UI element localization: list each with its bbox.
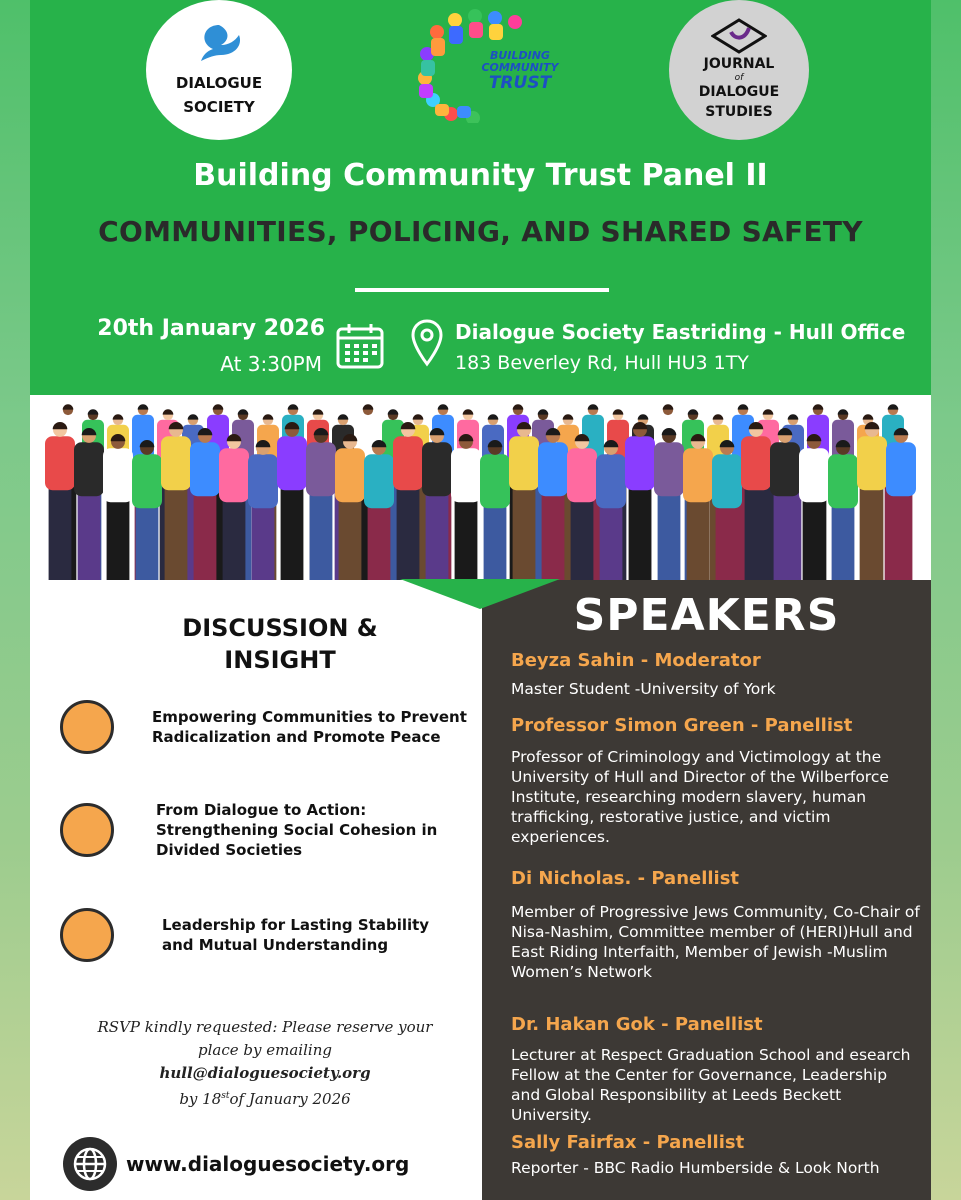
journal-logo-line2: DIALOGUE (698, 84, 780, 100)
speaker-description: Reporter - BBC Radio Humberside & Look North (511, 1159, 880, 1177)
crowd-person-front (741, 422, 771, 585)
journal-logo-of: of (734, 73, 744, 83)
event-title: Building Community Trust Panel II (193, 158, 768, 193)
rsvp-deadline (70, 1085, 460, 1111)
event-date: 20th January 2026 (97, 316, 325, 341)
speaker-name: Sally Fairfax - Panellist (511, 1132, 745, 1153)
event-time: At 3:30PM (220, 352, 322, 376)
bct-logo-line3: TRUST (488, 73, 552, 93)
event-venue: Dialogue Society Eastriding - Hull Office (455, 320, 906, 344)
crowd-person-front (654, 428, 684, 585)
speaker-name: Beyza Sahin - Moderator (511, 650, 761, 671)
rsvp-by: by 18 (179, 1090, 222, 1108)
speaker-name: Professor Simon Green - Panellist (511, 715, 853, 736)
crowd-person-front (712, 440, 742, 585)
crowd-person-front (451, 434, 481, 585)
rsvp-line2: place by emailing (198, 1041, 332, 1059)
topic-text: Leadership for Lasting Stability and Mutual Understanding (162, 916, 430, 954)
crowd-person-front (190, 428, 220, 585)
event-address: 183 Beverley Rd, Hull HU3 1TY (455, 352, 749, 374)
website-link[interactable]: www.dialoguesociety.org (126, 1152, 410, 1176)
crowd-person-front (538, 428, 568, 585)
event-subtitle: COMMUNITIES, POLICING, AND SHARED SAFETY (98, 215, 863, 248)
crowd-person-front (335, 434, 365, 585)
orange-circle-icon (60, 908, 114, 962)
crowd-person-front (422, 428, 452, 585)
crowd-person-front (219, 434, 249, 585)
speaker-name: Dr. Hakan Gok - Panellist (511, 1014, 763, 1035)
topic-text: Empowering Communities to Prevent Radicalization and Promote Peace (152, 708, 467, 746)
crowd-person-front (857, 422, 887, 585)
event-poster (30, 0, 931, 1200)
crowd-person-front (306, 428, 336, 585)
crowd-person-front (886, 428, 916, 585)
discussion-title (140, 612, 420, 676)
rsvp-note (70, 1016, 460, 1111)
rsvp-date: of January 2026 (229, 1090, 351, 1108)
crowd-person-front (161, 422, 191, 585)
discussion-title-line2: INSIGHT (224, 646, 336, 674)
journal-logo-line3: STUDIES (705, 104, 773, 120)
speaker-description: Lecturer at Respect Graduation School and esearch Fellow at the Center for Governance, Leadership and Global Responsibility at Leeds Beckett University. (511, 1046, 911, 1124)
speaker-description: Professor of Criminology and Victimology at the University of Hull and Director of the Wilberforce Institute, researching modern slavery, human trafficking, restorative justice, and victim experiences. (511, 748, 889, 846)
crowd-person-front (828, 440, 858, 585)
dialogue-society-logo (146, 0, 292, 140)
rsvp-email[interactable]: hull@dialoguesociety.org (159, 1064, 371, 1082)
dove-icon (189, 21, 249, 65)
topic-text: From Dialogue to Action: Strengthening Social Cohesion in Divided Societies (156, 801, 438, 859)
rsvp-line1: RSVP kindly requested: Please reserve your (97, 1018, 433, 1036)
orange-circle-icon (60, 803, 114, 857)
crowd-person-front (799, 434, 829, 585)
bct-logo-line1: BUILDING (490, 49, 550, 62)
speakers-title: SPEAKERS (573, 590, 840, 641)
topic-item (60, 800, 480, 860)
ds-logo-line2: SOCIETY (183, 98, 255, 116)
bct-logo-line2: COMMUNITY (481, 61, 559, 74)
topic-item (60, 700, 480, 754)
rsvp-ordinal: st (221, 1091, 230, 1101)
journal-logo (669, 0, 809, 140)
website-row (62, 1136, 409, 1192)
diamond-icon (711, 18, 767, 54)
orange-circle-icon (60, 700, 114, 754)
poster-header (30, 0, 931, 395)
crowd-person-front (364, 440, 394, 585)
crowd-person-front (625, 422, 655, 585)
speaker-description: Member of Progressive Jews Community, Co-Chair of Nisa-Nashim, Committee member of (HERI)Hull and East Riding Interfaith, Member of Jewish -Muslim Women’s Network (511, 903, 920, 981)
discussion-title-line1: DISCUSSION & (182, 614, 378, 642)
ds-logo-line1: DIALOGUE (175, 74, 263, 92)
crowd-person-front (74, 428, 104, 585)
crowd-person-front (683, 434, 713, 585)
crowd-person-front (45, 422, 75, 585)
crowd-person-front (509, 422, 539, 585)
crowd-person-front (248, 440, 278, 585)
crowd-person-front (770, 428, 800, 585)
crowd-person-front (567, 434, 597, 585)
bct-logo-text (475, 50, 565, 92)
crowd-person-front (132, 440, 162, 585)
crowd-person-front (596, 440, 626, 585)
globe-icon (62, 1136, 118, 1192)
calendar-icon (335, 322, 385, 370)
location-pin-icon (410, 318, 444, 368)
topic-item (60, 908, 480, 962)
crowd-person-front (393, 422, 423, 585)
journal-logo-line1: JOURNAL (703, 56, 775, 72)
speaker-description: Master Student -University of York (511, 680, 776, 698)
crowd-illustration (30, 395, 931, 585)
crowd-person-front (480, 440, 510, 585)
crowd-person-front (103, 434, 133, 585)
speaker-name: Di Nicholas. - Panellist (511, 868, 740, 889)
header-divider (355, 288, 609, 292)
crowd-person-front (277, 422, 307, 585)
